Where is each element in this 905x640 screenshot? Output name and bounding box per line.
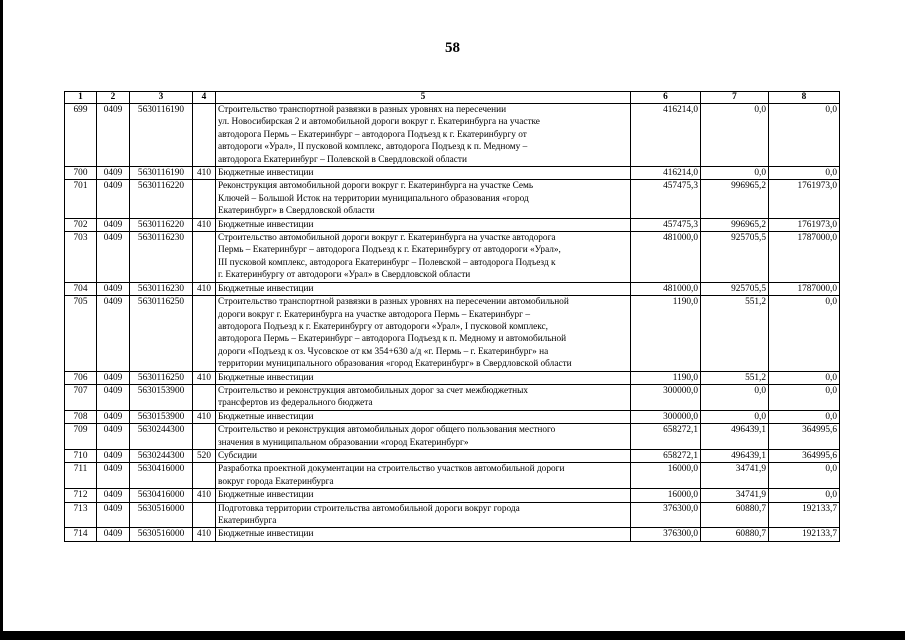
amount-col8-cell: 0,0 [769, 463, 840, 489]
description-cell: Бюджетные инвестиции [216, 371, 631, 384]
amount-col6-cell: 300000,0 [631, 384, 701, 410]
amount-col7-cell: 925705,5 [701, 282, 769, 295]
amount-col6-cell: 457475,3 [631, 180, 701, 218]
amount-col7-cell: 996965,2 [701, 180, 769, 218]
target-code-cell: 5630244300 [130, 424, 193, 450]
section-code-cell: 0409 [97, 528, 130, 541]
table-row [65, 180, 840, 218]
amount-col6-cell: 16000,0 [631, 463, 701, 489]
section-code-cell: 0409 [97, 104, 130, 167]
target-code-cell: 5630516000 [130, 502, 193, 528]
amount-col6-cell: 300000,0 [631, 410, 701, 423]
amount-col8-cell: 0,0 [769, 296, 840, 371]
table-row [65, 104, 840, 167]
amount-col7-cell: 551,2 [701, 296, 769, 371]
row-number-cell: 704 [65, 282, 97, 295]
table-row [65, 371, 840, 384]
expense-type-cell: 410 [193, 218, 216, 231]
row-number-cell: 714 [65, 528, 97, 541]
description-cell: Реконструкция автомобильной дороги вокруг г. Екатеринбурга на участке Семь Ключей – Большой Исток на территории муниципального образования «город Екатеринбург» в Свердловской области [216, 180, 631, 218]
row-number-cell: 713 [65, 502, 97, 528]
table-row [65, 296, 840, 371]
amount-col8-cell: 1761973,0 [769, 180, 840, 218]
amount-col6-cell: 416214,0 [631, 104, 701, 167]
column-header: 2 [97, 92, 130, 104]
amount-col8-cell: 0,0 [769, 167, 840, 180]
expense-type-cell [193, 232, 216, 283]
description-cell: Бюджетные инвестиции [216, 489, 631, 502]
table-header-row [65, 92, 840, 104]
column-header: 6 [631, 92, 701, 104]
section-code-cell: 0409 [97, 502, 130, 528]
expense-type-cell [193, 502, 216, 528]
amount-col7-cell: 0,0 [701, 104, 769, 167]
amount-col8-cell: 0,0 [769, 410, 840, 423]
target-code-cell: 5630153900 [130, 384, 193, 410]
row-number-cell: 705 [65, 296, 97, 371]
column-header: 1 [65, 92, 97, 104]
table-row [65, 282, 840, 295]
amount-col7-cell: 34741,9 [701, 463, 769, 489]
column-header: 4 [193, 92, 216, 104]
table-row [65, 424, 840, 450]
row-number-cell: 712 [65, 489, 97, 502]
amount-col8-cell: 0,0 [769, 489, 840, 502]
description-cell: Бюджетные инвестиции [216, 410, 631, 423]
expense-type-cell [193, 296, 216, 371]
section-code-cell: 0409 [97, 371, 130, 384]
description-cell: Строительство автомобильной дороги вокруг г. Екатеринбурга на участке автодорога Пермь – Екатеринбург – автодорога Подъезд к г. Екатеринбургу от автодороги «Урал», III пусковой комплекс, автодорога Екатеринбург – Полевской – автодорога Подъезд к г. Екатеринбургу от автодороги «Урал» в Свердловской области [216, 232, 631, 283]
section-code-cell: 0409 [97, 282, 130, 295]
section-code-cell: 0409 [97, 232, 130, 283]
amount-col8-cell: 364995,6 [769, 424, 840, 450]
amount-col7-cell: 60880,7 [701, 502, 769, 528]
target-code-cell: 5630116190 [130, 167, 193, 180]
description-cell: Строительство и реконструкция автомобильных дорог общего пользования местного значения в муниципальном образовании «город Екатеринбург» [216, 424, 631, 450]
amount-col8-cell: 192133,7 [769, 528, 840, 541]
expense-type-cell: 410 [193, 282, 216, 295]
expense-type-cell [193, 104, 216, 167]
budget-table [64, 91, 840, 542]
amount-col7-cell: 496439,1 [701, 449, 769, 462]
amount-col7-cell: 34741,9 [701, 489, 769, 502]
table-row [65, 410, 840, 423]
column-header: 7 [701, 92, 769, 104]
scan-edge-left [0, 0, 3, 640]
target-code-cell: 5630116250 [130, 371, 193, 384]
section-code-cell: 0409 [97, 424, 130, 450]
expense-type-cell [193, 180, 216, 218]
amount-col6-cell: 1190,0 [631, 371, 701, 384]
expense-type-cell: 410 [193, 489, 216, 502]
description-cell: Бюджетные инвестиции [216, 218, 631, 231]
row-number-cell: 703 [65, 232, 97, 283]
table-row [65, 218, 840, 231]
row-number-cell: 706 [65, 371, 97, 384]
target-code-cell: 5630416000 [130, 463, 193, 489]
table-row [65, 449, 840, 462]
column-header: 8 [769, 92, 840, 104]
table-row [65, 489, 840, 502]
amount-col7-cell: 551,2 [701, 371, 769, 384]
section-code-cell: 0409 [97, 489, 130, 502]
description-cell: Подготовка территории строительства автомобильной дороги вокруг города Екатеринбурга [216, 502, 631, 528]
table-row [65, 167, 840, 180]
row-number-cell: 707 [65, 384, 97, 410]
amount-col6-cell: 416214,0 [631, 167, 701, 180]
expense-type-cell: 410 [193, 371, 216, 384]
amount-col8-cell: 1787000,0 [769, 232, 840, 283]
section-code-cell: 0409 [97, 167, 130, 180]
section-code-cell: 0409 [97, 410, 130, 423]
description-cell: Бюджетные инвестиции [216, 167, 631, 180]
table-row [65, 502, 840, 528]
row-number-cell: 708 [65, 410, 97, 423]
amount-col8-cell: 0,0 [769, 384, 840, 410]
amount-col6-cell: 457475,3 [631, 218, 701, 231]
description-cell: Бюджетные инвестиции [216, 528, 631, 541]
amount-col8-cell: 1761973,0 [769, 218, 840, 231]
amount-col7-cell: 925705,5 [701, 232, 769, 283]
target-code-cell: 5630116220 [130, 180, 193, 218]
expense-type-cell: 410 [193, 167, 216, 180]
target-code-cell: 5630116220 [130, 218, 193, 231]
row-number-cell: 701 [65, 180, 97, 218]
description-cell: Бюджетные инвестиции [216, 282, 631, 295]
amount-col8-cell: 0,0 [769, 371, 840, 384]
section-code-cell: 0409 [97, 449, 130, 462]
table-row [65, 528, 840, 541]
table-row [65, 384, 840, 410]
expense-type-cell [193, 463, 216, 489]
amount-col8-cell: 192133,7 [769, 502, 840, 528]
row-number-cell: 699 [65, 104, 97, 167]
page-number: 58 [445, 40, 460, 56]
amount-col6-cell: 376300,0 [631, 502, 701, 528]
section-code-cell: 0409 [97, 180, 130, 218]
amount-col8-cell: 1787000,0 [769, 282, 840, 295]
row-number-cell: 710 [65, 449, 97, 462]
expense-type-cell: 520 [193, 449, 216, 462]
description-cell: Строительство и реконструкция автомобильных дорог за счет межбюджетных трансфертов из федерального бюджета [216, 384, 631, 410]
description-cell: Строительство транспортной развязки в разных уровнях на пересечении ул. Новосибирская 2 и автомобильной дороги вокруг г. Екатеринбурга на участке автодорога Пермь – Екатеринбург – автодорога Подъезд к г. Екатеринбургу от автодороги «Урал», II пусковой комплекс, автодорога Подъезд к п. Медному – автодорога Екатеринбург – Полевской в Свердловской области [216, 104, 631, 167]
expense-type-cell [193, 384, 216, 410]
amount-col8-cell: 364995,6 [769, 449, 840, 462]
amount-col6-cell: 16000,0 [631, 489, 701, 502]
expense-type-cell: 410 [193, 410, 216, 423]
amount-col7-cell: 996965,2 [701, 218, 769, 231]
amount-col6-cell: 1190,0 [631, 296, 701, 371]
amount-col6-cell: 376300,0 [631, 528, 701, 541]
description-cell: Разработка проектной документации на строительство участков автомобильной дороги вокруг города Екатеринбурга [216, 463, 631, 489]
section-code-cell: 0409 [97, 296, 130, 371]
amount-col6-cell: 658272,1 [631, 424, 701, 450]
table-row [65, 463, 840, 489]
expense-type-cell [193, 424, 216, 450]
amount-col7-cell: 0,0 [701, 410, 769, 423]
table-row [65, 232, 840, 283]
row-number-cell: 702 [65, 218, 97, 231]
amount-col6-cell: 658272,1 [631, 449, 701, 462]
target-code-cell: 5630516000 [130, 528, 193, 541]
description-cell: Субсидии [216, 449, 631, 462]
table-body [65, 104, 840, 542]
target-code-cell: 5630116190 [130, 104, 193, 167]
amount-col7-cell: 0,0 [701, 167, 769, 180]
row-number-cell: 709 [65, 424, 97, 450]
description-cell: Строительство транспортной развязки в разных уровнях на пересечении автомобильной дороги вокруг г. Екатеринбурга на участке автодорога Пермь – Екатеринбург – автодорога Подъезд к г. Екатеринбургу от автодороги «Урал», I пусковой комплекс, автодорога Пермь – Екатеринбург – автодорога Подъезд к п. Медному и автомобильной дороги «Подъезд к оз. Чусовское от км 354+630 а/д «г. Пермь – г. Екатеринбург» на территории муниципального образования «город Екатеринбург» в Свердловской области [216, 296, 631, 371]
expense-type-cell: 410 [193, 528, 216, 541]
column-header: 5 [216, 92, 631, 104]
target-code-cell: 5630116250 [130, 296, 193, 371]
amount-col7-cell: 0,0 [701, 384, 769, 410]
target-code-cell: 5630416000 [130, 489, 193, 502]
amount-col7-cell: 60880,7 [701, 528, 769, 541]
row-number-cell: 711 [65, 463, 97, 489]
amount-col6-cell: 481000,0 [631, 232, 701, 283]
target-code-cell: 5630116230 [130, 282, 193, 295]
target-code-cell: 5630153900 [130, 410, 193, 423]
amount-col8-cell: 0,0 [769, 104, 840, 167]
scan-edge-bottom [0, 631, 905, 640]
section-code-cell: 0409 [97, 463, 130, 489]
target-code-cell: 5630244300 [130, 449, 193, 462]
column-header: 3 [130, 92, 193, 104]
target-code-cell: 5630116230 [130, 232, 193, 283]
amount-col7-cell: 496439,1 [701, 424, 769, 450]
section-code-cell: 0409 [97, 218, 130, 231]
row-number-cell: 700 [65, 167, 97, 180]
section-code-cell: 0409 [97, 384, 130, 410]
amount-col6-cell: 481000,0 [631, 282, 701, 295]
